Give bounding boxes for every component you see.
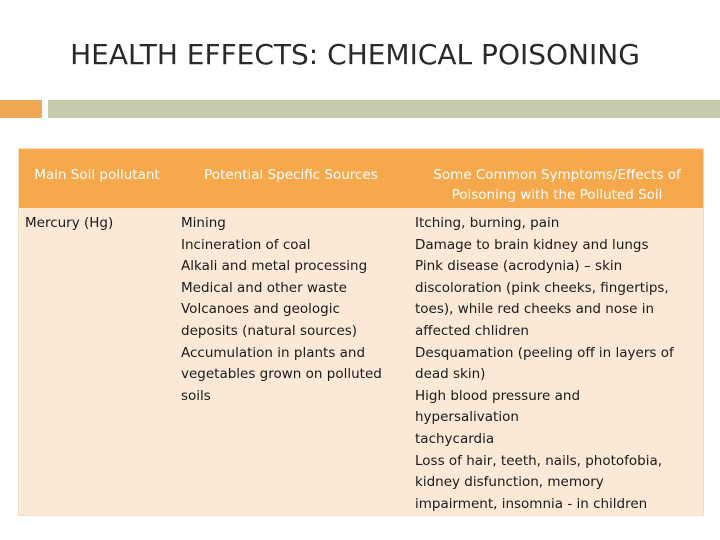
header-main-soil-pollutant: Main Soil pollutant — [34, 167, 160, 183]
pollutant-cell — [25, 213, 173, 235]
decorative-bar-olive — [48, 100, 720, 118]
pollutant-table — [18, 148, 704, 516]
symptom-line: Itching, burning, pain — [415, 215, 560, 231]
header-symptoms-effects — [411, 165, 703, 205]
symptom-line: Desquamation (peeling off in layers of — [415, 344, 674, 361]
source-line: Accumulation in plants and — [181, 344, 366, 361]
source-line: vegetables grown on polluted — [181, 366, 382, 383]
symptom-line: kidney disfunction, memory — [415, 474, 604, 491]
header-symptoms-line: Poisoning with the Polluted Soil — [451, 187, 663, 203]
symptom-line: Loss of hair, teeth, nails, photofobia, — [415, 452, 663, 469]
source-line: soils — [181, 387, 211, 404]
symptoms-cell — [415, 213, 701, 515]
sources-cell — [181, 213, 403, 407]
header-symptoms-line: Some Common Symptoms/Effects of — [433, 167, 681, 183]
source-line: Alkali and metal processing — [181, 258, 368, 275]
source-line: Medical and other waste — [181, 279, 347, 296]
header-potential-specific-sources: Potential Specific Sources — [204, 167, 378, 183]
symptom-line: hypersalivation — [415, 409, 519, 426]
source-line: Incineration of coal — [181, 236, 311, 253]
symptom-line: impairment, insomnia - in children — [415, 495, 648, 512]
table-row — [19, 208, 703, 515]
decorative-bar-orange — [0, 100, 42, 118]
slide-title: HEALTH EFFECTS: CHEMICAL POISONING — [70, 38, 640, 71]
source-line: deposits (natural sources) — [181, 322, 358, 339]
symptom-line: High blood pressure and — [415, 387, 581, 404]
pollutant-name: Mercury (Hg) — [25, 215, 114, 231]
symptom-line: dead skin) — [415, 366, 486, 383]
source-line: Volcanoes and geologic — [181, 301, 340, 318]
symptom-line: toes), while red cheeks and nose in — [415, 301, 655, 318]
source-line: Mining — [181, 215, 226, 231]
symptom-line: Damage to brain kidney and lungs — [415, 236, 649, 253]
symptom-line: discoloration (pink cheeks, fingertips, — [415, 279, 669, 296]
table-header-row — [19, 149, 703, 208]
symptom-line: tachycardia — [415, 430, 495, 447]
symptom-line: affected chlidren — [415, 322, 529, 339]
symptom-line: Pink disease (acrodynia) – skin — [415, 258, 623, 275]
